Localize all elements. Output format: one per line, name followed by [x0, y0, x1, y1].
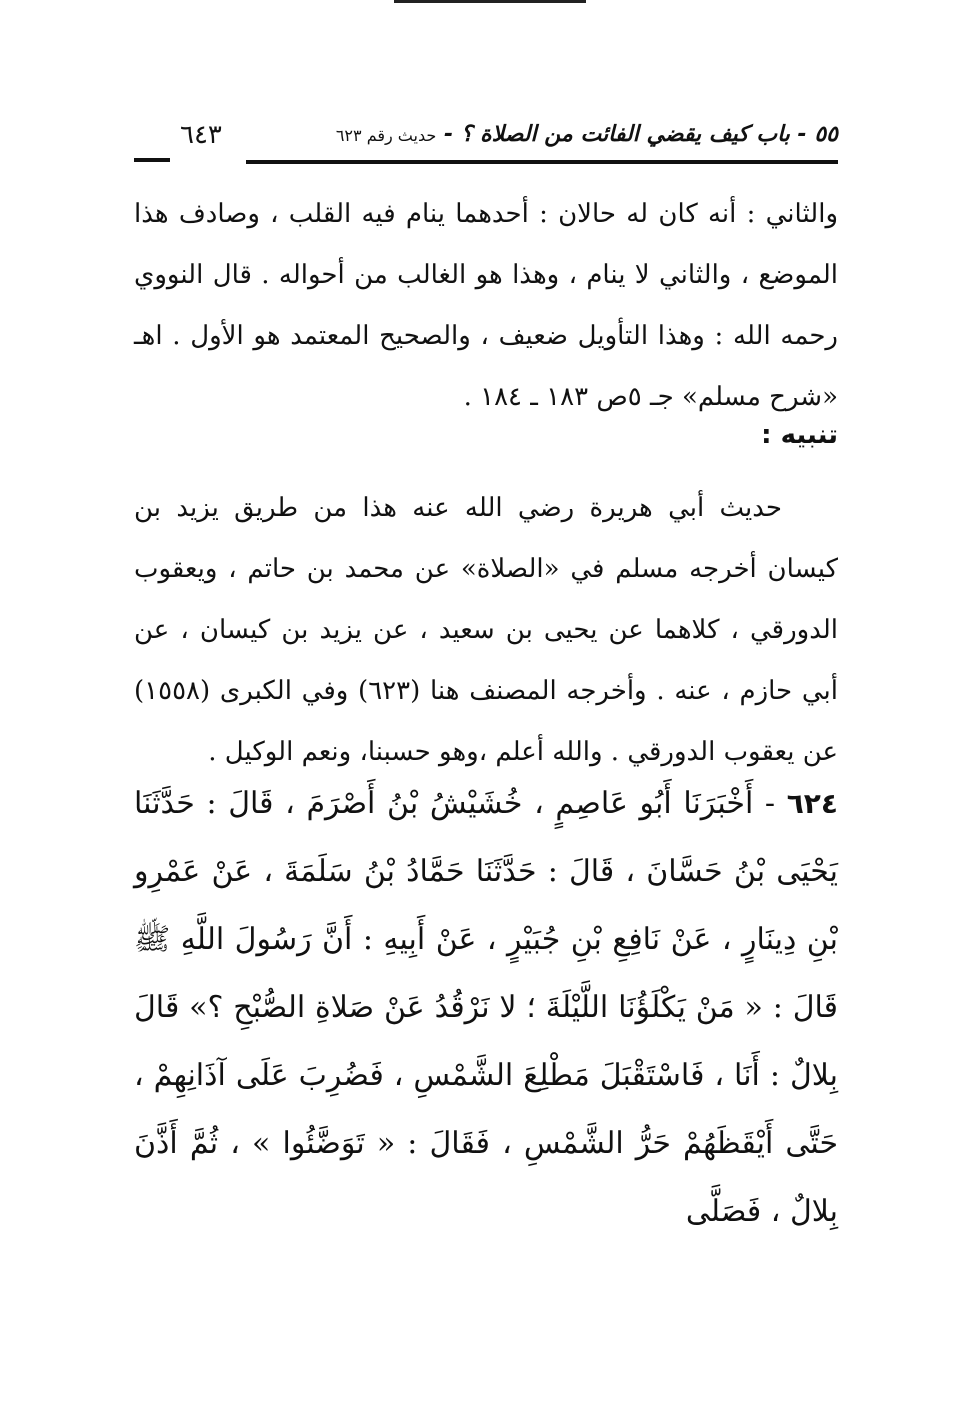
page-number: ٦٤٣ [180, 120, 222, 150]
notice-heading: تنبيه : [761, 420, 838, 450]
running-header [134, 120, 838, 160]
chapter-title-text: ٥٥ - باب كيف يقضي الفائت من الصلاة ؟ - [443, 122, 838, 147]
hadith-paragraph [134, 770, 838, 1246]
notice-paragraph: حديث أبي هريرة رضي الله عنه هذا من طريق يزيد بن كيسان أخرجه مسلم في «الصلاة» عن محمد بن حاتم ، ويعقوب الدورقي ، كلاهما عن يحيى بن سعيد ، عن يزيد بن كيسان ، عن أبي حازم ، عنه . وأخرجه المصنف هنا (٦٢٣) وفي الكبرى (١٥٥٨) عن يعقوب الدورقي . والله أعلم ،وهو حسبنا، ونعم الوكيل . [134, 493, 838, 767]
top-edge-rule [394, 0, 586, 3]
page-number-dash [134, 158, 170, 162]
chapter-title [336, 122, 838, 147]
hadith-reference: حديث رقم ٦٢٣ [335, 126, 437, 145]
hadith-text: - أَخْبَرَنَا أَبُو عَاصِمٍ ، خُشَيْشُ بْنُ أَصْرَمَ ، قَالَ : حَدَّثَنَا يَحْيَى بْنُ حَسَّانَ ، قَالَ : حَدَّثَنَا حَمَّادُ بْنُ سَلَمَةَ ، عَنْ عَمْرِو بْنِ دِينَارٍ ، عَنْ نَافِعِ بْنِ جُبَيْرٍ ، عَنْ أَبِيهِ : أَنَّ رَسُولَ اللَّهِ ﷺ قَالَ : « مَنْ يَكْلَؤُنَا اللَّيْلَةَ ؛ لا نَرْقُدُ عَنْ صَلاةِ الصُّبْحِ ؟» قَالَ بِلالٌ : أَنَا ، فَاسْتَقْبَلَ مَطْلِعَ الشَّمْسِ ، فَضُرِبَ عَلَى آذَانِهِمْ ، حَتَّى أَيْقَظَهُمْ حَرُّ الشَّمْسِ ، فَقَالَ : « تَوَضَّئُوا » ، ثُمَّ أَذَّنَ بِلالٌ ، فَصَلَّى [134, 786, 838, 1229]
header-rule [246, 160, 838, 164]
commentary-paragraph: والثاني : أنه كان له حالان : أحدهما ينام فيه القلب ، وصادف هذا الموضع ، والثاني لا ينام ، وهذا هو الغالب من أحواله . قال النووي رحمه الله : وهذا التأويل ضعيف ، والصحيح المعتمد هو الأول . اهـ «شرح مسلم» جـ ٥ص ١٨٣ ـ ١٨٤ . [134, 199, 838, 412]
hadith-number: ٦٢٤ [786, 787, 838, 820]
